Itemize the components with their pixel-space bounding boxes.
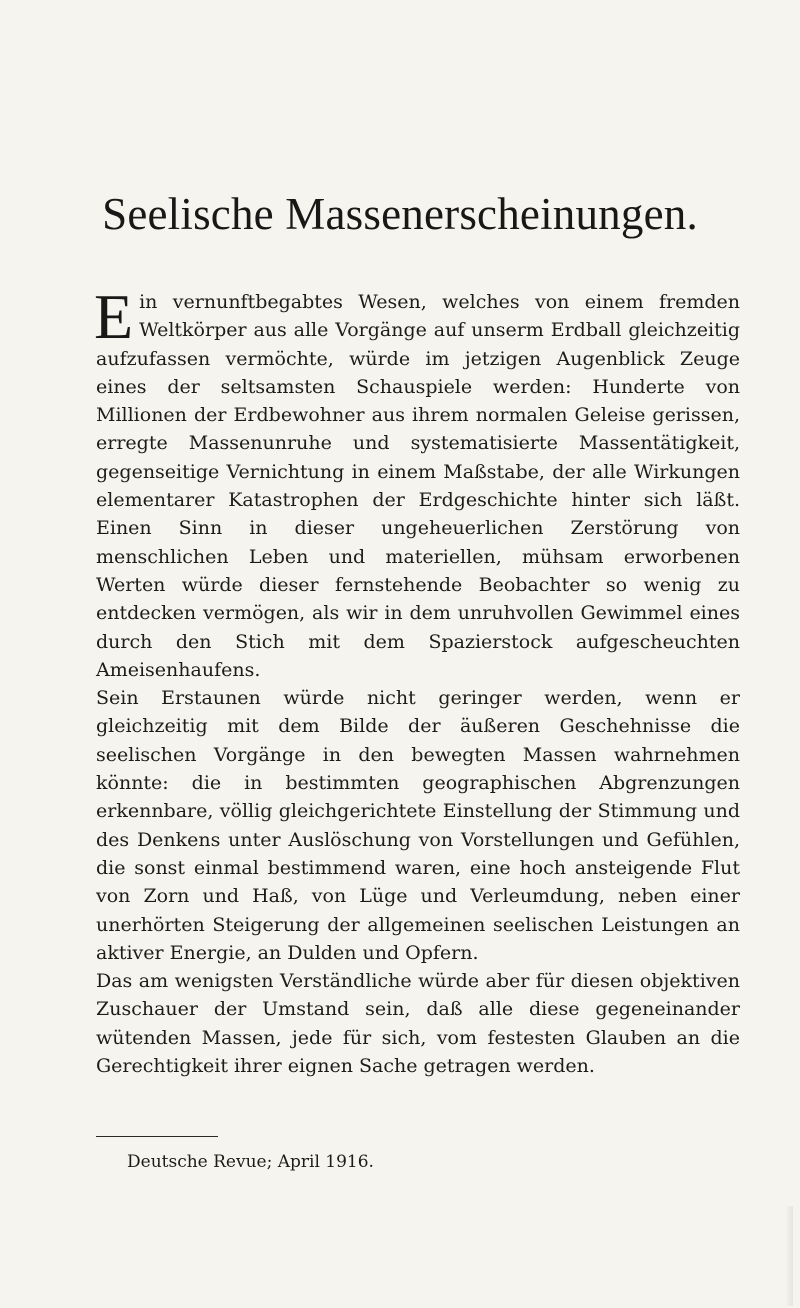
paper-edge-shadow [785,1206,793,1306]
body-text [94,281,740,1080]
paragraph-3: Das am wenigsten Verständliche würde aber für diesen objektiven Zuschauer der Umstand sein, daß alle diese gegeneinander wütenden Massen, jede für sich, vom festesten Glauben an die Gerechtigkeit ihrer eignen Sache getragen werden. [96,970,740,1078]
footnote-rule [96,1136,218,1137]
paragraph-1 [94,281,740,684]
document-title: Seelische Massenerscheinungen. [102,189,698,239]
paragraph-2: Sein Erstaunen würde nicht geringer werden, wenn er gleichzeitig mit dem Bilde der äußeren Geschehnisse die seelischen Vorgänge in den bewegten Massen wahrnehmen könnte: die in bestimmten geographischen Abgrenzungen erkennbare, völlig gleichgerichtete Einstellung der Stimmung und des Denkens unter Auslöschung von Vorstellungen und Gefühlen, die sonst einmal bestimmend waren, eine hoch ansteigende Flut von Zorn und Haß, von Lüge und Verleumdung, neben einer unerhörten Steigerung der allgemeinen seelischen Leistungen an aktiver Energie, an Dulden und Opfern. [96,687,740,964]
drop-cap-letter: E [94,281,134,352]
source-citation: Deutsche Revue; April 1916. [127,1152,374,1172]
paragraph-1-text: in vernunftbegabtes Wesen, welches von einem fremden Weltkörper aus alle Vorgänge auf unserm Erdball gleichzeitig aufzufassen vermöchte, würde im jetzigen Augenblick Zeuge eines der seltsamsten Schauspiele werden: Hunderte von Millionen der Erdbewohner aus ihrem normalen Geleise gerissen, erregte Massenunruhe und systematisierte Massentätigkeit, gegenseitige Vernichtung in einem Maßstabe, der alle Wirkungen elementarer Katastrophen der Erdgeschichte hinter sich läßt. Einen Sinn in dieser ungeheuerlichen Zerstörung von menschlichen Leben und materiellen, mühsam erworbenen Werten würde dieser fernstehende Beobachter so wenig zu entdecken vermögen, als wir in dem unruhvollen Gewimmel eines durch den Stich mit dem Spazierstock aufgescheuchten Ameisenhaufens. [96,291,740,681]
